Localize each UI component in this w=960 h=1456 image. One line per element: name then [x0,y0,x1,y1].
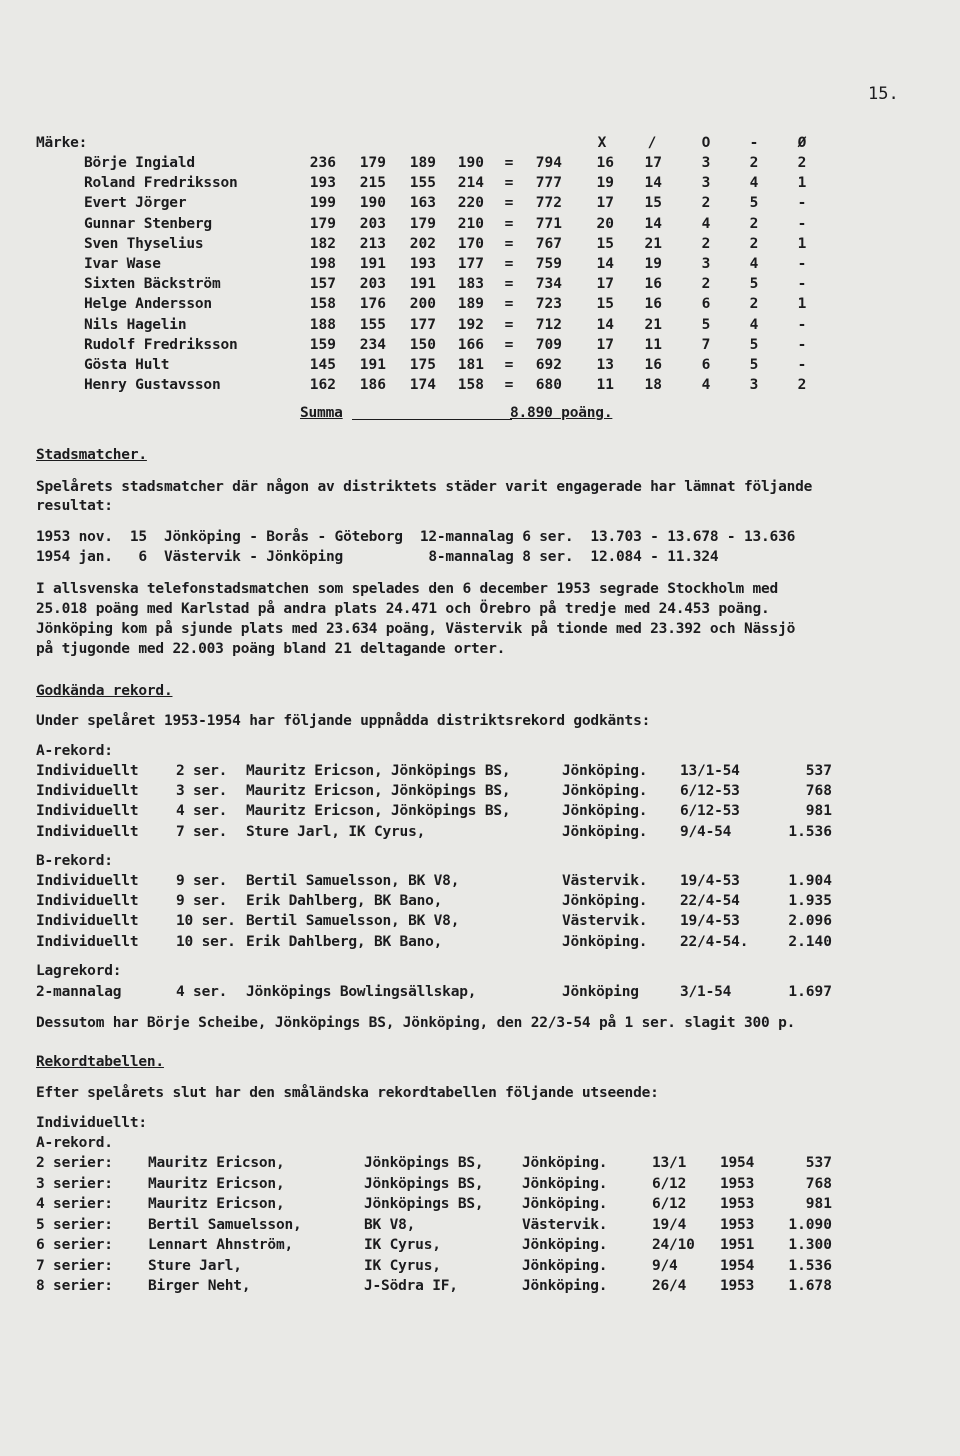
rt-score: 1.536 [788,1257,832,1274]
marker-strikes: 14 [596,256,614,272]
equals-sign: = [504,215,514,232]
rt-name: Mauritz Ericson, [148,1196,285,1212]
marker-score: 191 [359,256,386,272]
marker-score: 214 [457,175,484,192]
marker-dash: 5 [749,195,759,212]
marker-score: 190 [359,195,386,212]
marker-spares: 21 [644,316,662,333]
marker-dash: 3 [749,377,759,394]
marker-spares: 15 [644,195,662,212]
marker-o: 7 [701,336,711,353]
record-series: 2 ser. [176,763,228,779]
rt-city: Jönköping. [522,1196,608,1212]
marker-o: 2 [701,235,711,252]
rt-series: 2 serier: [36,1155,113,1171]
marker-phi: 1 [797,235,807,252]
lagrekord-heading: Lagrekord: [36,963,122,979]
record-score: 2.140 [788,933,832,950]
marker-score: 213 [359,235,386,252]
rt-city: Jönköping. [522,1257,608,1274]
record-type: Individuellt [36,823,139,840]
b-rekord-heading: B-rekord: [36,853,113,869]
marker-score: 158 [309,296,336,313]
marker-score: 189 [457,296,484,313]
markers-heading: Märke: [36,135,88,151]
marker-strikes: 13 [596,357,614,373]
marker-score: 174 [409,377,436,394]
marker-phi: 1 [797,175,807,192]
marker-name: Gunnar Stenberg [84,215,212,232]
marker-total: 712 [535,316,562,333]
record-score: 1.935 [788,893,832,910]
marker-score: 179 [409,215,436,232]
marker-o: 5 [701,316,711,333]
marker-score: 182 [309,235,336,252]
record-city: Västervik. [562,873,648,889]
rt-score: 981 [805,1196,832,1212]
record-date: 9/4-54 [680,823,732,840]
marker-spares: 21 [644,235,662,252]
marker-score: 191 [409,276,436,293]
marker-score: 166 [457,336,484,353]
rt-name: Lennart Ahnström, [148,1237,294,1253]
marker-name: Ivar Wase [84,256,161,272]
rt-series: 3 serier: [36,1175,113,1192]
rt-score: 1.090 [788,1216,832,1233]
record-city: Västervik. [562,913,648,930]
equals-sign: = [504,235,514,252]
marker-score: 170 [457,235,484,252]
marker-total: 771 [535,215,562,232]
equals-sign: = [504,175,514,192]
record-score: 2.096 [788,913,832,930]
rt-city: Västervik. [522,1216,608,1233]
godkanda-heading: Godkända rekord. [36,683,173,699]
marker-strikes: 17 [596,195,614,212]
record-holder: Erik Dahlberg, BK Bano, [246,933,443,950]
rekordtabellen-sub-2: A-rekord. [36,1135,113,1151]
equals-sign: = [504,316,514,333]
marker-score: 210 [457,215,484,232]
record-holder: Mauritz Ericson, Jönköpings BS, [246,803,511,820]
marker-name: Henry Gustavsson [84,377,221,394]
rt-score: 1.678 [788,1278,832,1294]
marker-dash: 2 [749,296,759,313]
record-series: 10 ser. [176,913,236,930]
marker-score: 236 [309,155,336,171]
marker-score: 190 [457,155,484,171]
marker-score: 150 [409,336,436,353]
marker-total: 767 [535,235,562,252]
marker-total: 777 [535,175,562,192]
rt-series: 5 serier: [36,1216,113,1233]
marker-o: 3 [701,175,711,192]
marker-score: 186 [359,377,386,394]
record-holder: Bertil Samuelsson, BK V8, [246,913,460,930]
marker-phi: - [797,276,807,293]
record-city: Jönköping [562,984,639,1000]
marker-score: 188 [309,316,336,333]
marker-spares: 19 [644,256,662,272]
rt-year: 1954 [720,1257,755,1274]
marker-score: 198 [309,256,336,272]
marker-score: 234 [359,336,386,353]
marker-o: 4 [701,377,711,394]
marker-score: 192 [457,316,484,333]
rt-club: BK V8, [364,1216,416,1233]
stadsmatcher-heading: Stadsmatcher. [36,447,147,463]
marker-phi: - [797,357,807,373]
equals-sign: = [504,155,514,171]
col-header-phi: Ø [797,135,807,151]
marker-phi: - [797,256,807,272]
equals-sign: = [504,276,514,293]
record-series: 9 ser. [176,873,228,889]
marker-score: 189 [409,155,436,171]
record-date: 19/4-53 [680,873,740,889]
record-city: Jönköping. [562,783,648,800]
record-holder: Sture Jarl, IK Cyrus, [246,823,426,840]
marker-spares: 18 [644,377,662,394]
rt-year: 1951 [720,1237,755,1253]
stadsmatcher-intro-1: Spelårets stadsmatcher där någon av distriktets städer varit engagerade har lämnat följande [36,479,813,495]
marker-score: 181 [457,357,484,373]
marker-name: Roland Fredriksson [84,175,238,192]
record-type: Individuellt [36,933,139,950]
marker-dash: 5 [749,357,759,373]
rt-year: 1953 [720,1196,755,1212]
record-score: 1.904 [788,873,832,889]
marker-name: Gösta Hult [84,357,170,373]
marker-total: 680 [535,377,562,394]
record-date: 13/1-54 [680,763,740,779]
marker-o: 3 [701,256,711,272]
record-series: 10 ser. [176,933,236,950]
record-score: 537 [805,763,832,779]
record-series: 4 ser. [176,803,228,820]
rt-year: 1953 [720,1175,755,1192]
rt-club: J-Södra IF, [364,1278,458,1294]
record-holder: Bertil Samuelsson, BK V8, [246,873,460,889]
marker-strikes: 11 [596,377,614,394]
marker-strikes: 19 [596,175,614,192]
marker-o: 2 [701,195,711,212]
marker-strikes: 17 [596,336,614,353]
dessutom-text: Dessutom har Börje Scheibe, Jönköpings BS, Jönköping, den 22/3-54 på 1 ser. slagit 300 p. [36,1015,796,1031]
marker-o: 6 [701,296,711,313]
marker-spares: 14 [644,175,662,192]
rt-club: IK Cyrus, [364,1237,441,1253]
marker-strikes: 15 [596,235,614,252]
col-header-slash: / [647,135,657,151]
col-header-dash: - [749,135,759,151]
marker-strikes: 14 [596,316,614,333]
marker-name: Sixten Bäckström [84,276,221,293]
page-number: 15. [868,84,899,104]
marker-score: 203 [359,215,386,232]
marker-score: 162 [309,377,336,394]
marker-strikes: 17 [596,276,614,293]
marker-total: 759 [535,256,562,272]
marker-dash: 5 [749,276,759,293]
record-city: Jönköping. [562,933,648,950]
record-series: 4 ser. [176,984,228,1000]
record-date: 3/1-54 [680,984,732,1000]
marker-total: 709 [535,336,562,353]
marker-spares: 17 [644,155,662,171]
equals-sign: = [504,377,514,394]
rt-club: Jönköpings BS, [364,1175,484,1192]
record-series: 9 ser. [176,893,228,910]
stadsmatch-line-2: 1954 jan. 6 Västervik - Jönköping 8-mannalag 8 ser. 12.084 - 11.324 [36,549,719,565]
marker-phi: 2 [797,155,807,171]
record-score: 768 [805,783,832,800]
marker-dash: 4 [749,175,759,192]
rt-date: 9/4 [652,1257,678,1274]
marker-score: 193 [409,256,436,272]
marker-name: Helge Andersson [84,296,212,313]
rt-name: Mauritz Ericson, [148,1155,285,1171]
stadsmatch-para-2: 25.018 poäng med Karlstad på andra plats 24.471 och Örebro på tredje med 24.453 poäng. [36,601,770,617]
rt-series: 8 serier: [36,1278,113,1294]
record-type: Individuellt [36,873,139,889]
marker-spares: 14 [644,215,662,232]
rt-date: 26/4 [652,1278,687,1294]
marker-name: Börje Ingiald [84,155,195,171]
rt-year: 1953 [720,1216,755,1233]
marker-score: 157 [309,276,336,293]
marker-strikes: 16 [596,155,614,171]
record-score: 1.536 [788,823,832,840]
marker-score: 179 [309,215,336,232]
stadsmatcher-intro-2: resultat: [36,498,113,514]
marker-score: 202 [409,235,436,252]
marker-o: 6 [701,357,711,373]
marker-strikes: 15 [596,296,614,313]
marker-score: 191 [359,357,386,373]
rt-date: 6/12 [652,1175,687,1192]
record-type: Individuellt [36,893,139,910]
rt-year: 1953 [720,1278,755,1294]
record-city: Jönköping. [562,803,648,820]
marker-total: 692 [535,357,562,373]
record-type: Individuellt [36,763,139,779]
marker-dash: 2 [749,215,759,232]
record-series: 7 ser. [176,823,228,840]
rekordtabellen-intro: Efter spelårets slut har den småländska rekordtabellen följande utseende: [36,1085,659,1101]
marker-score: 215 [359,175,386,192]
rt-name: Mauritz Ericson, [148,1175,285,1192]
rt-series: 6 serier: [36,1237,113,1253]
marker-score: 199 [309,195,336,212]
rt-date: 13/1 [652,1155,687,1171]
marker-phi: - [797,316,807,333]
marker-score: 177 [409,316,436,333]
rt-city: Jönköping. [522,1155,608,1171]
marker-score: 220 [457,195,484,212]
marker-score: 163 [409,195,436,212]
marker-spares: 16 [644,276,662,293]
rt-name: Bertil Samuelsson, [148,1216,302,1233]
marker-total: 734 [535,276,562,293]
marker-score: 193 [309,175,336,192]
marker-strikes: 20 [596,215,614,232]
record-city: Jönköping. [562,823,648,840]
rt-year: 1954 [720,1155,755,1171]
marker-score: 158 [457,377,484,394]
marker-spares: 16 [644,296,662,313]
rt-club: Jönköpings BS, [364,1196,484,1212]
rt-club: IK Cyrus, [364,1257,441,1274]
record-date: 6/12-53 [680,783,740,800]
record-score: 981 [805,803,832,820]
stadsmatch-para-4: på tjugonde med 22.003 poäng bland 21 deltagande orter. [36,641,506,657]
marker-score: 183 [457,276,484,293]
marker-score: 155 [359,316,386,333]
record-date: 22/4-54. [680,933,749,950]
record-type: Individuellt [36,783,139,800]
marker-dash: 4 [749,316,759,333]
rt-date: 24/10 [652,1237,695,1253]
equals-sign: = [504,357,514,373]
rt-city: Jönköping. [522,1237,608,1253]
marker-score: 145 [309,357,336,373]
rt-club: Jönköpings BS, [364,1155,484,1171]
record-type: Individuellt [36,803,139,820]
rt-score: 537 [805,1155,832,1171]
equals-sign: = [504,296,514,313]
col-header-x: X [597,135,607,151]
marker-o: 2 [701,276,711,293]
marker-o: 4 [701,215,711,232]
marker-score: 179 [359,155,386,171]
summa-label: Summa [300,405,343,421]
record-series: 3 ser. [176,783,228,800]
rt-city: Jönköping. [522,1175,608,1192]
rt-score: 1.300 [788,1237,832,1253]
marker-phi: 1 [797,296,807,313]
stadsmatch-line-1: 1953 nov. 15 Jönköping - Borås - Göteborg 12-mannalag 6 ser. 13.703 - 13.678 - 13.636 [36,529,796,545]
record-date: 22/4-54 [680,893,740,910]
rt-name: Sture Jarl, [148,1257,242,1274]
record-city: Jönköping. [562,893,648,910]
godkanda-intro: Under spelåret 1953-1954 har följande uppnådda distriktsrekord godkänts: [36,713,651,729]
marker-o: 3 [701,155,711,171]
marker-phi: - [797,195,807,212]
marker-score: 159 [309,336,336,353]
record-date: 6/12-53 [680,803,740,820]
stadsmatch-para-1: I allsvenska telefonstadsmatchen som spelades den 6 december 1953 segrade Stockholm med [36,581,779,597]
record-type: 2-mannalag [36,984,122,1000]
a-rekord-heading: A-rekord: [36,743,113,759]
record-type: Individuellt [36,913,139,930]
marker-dash: 2 [749,155,759,171]
marker-phi: 2 [797,377,807,394]
equals-sign: = [504,336,514,353]
marker-score: 155 [409,175,436,192]
stadsmatch-para-3: Jönköping kom på sjunde plats med 23.634 poäng, Västervik på tionde med 23.392 och Nässjö [36,621,796,637]
summa-value: 8.890 poäng. [510,405,613,421]
record-holder: Mauritz Ericson, Jönköpings BS, [246,763,511,779]
record-holder: Mauritz Ericson, Jönköpings BS, [246,783,511,800]
record-date: 19/4-53 [680,913,740,930]
marker-name: Nils Hagelin [84,316,187,333]
marker-spares: 11 [644,336,662,353]
marker-score: 176 [359,296,386,313]
equals-sign: = [504,195,514,212]
rt-city: Jönköping. [522,1278,608,1294]
rt-score: 768 [805,1175,832,1192]
marker-spares: 16 [644,357,662,373]
marker-name: Evert Jörger [84,195,187,212]
marker-name: Rudolf Fredriksson [84,336,238,353]
rekordtabellen-heading: Rekordtabellen. [36,1054,164,1070]
marker-score: 177 [457,256,484,272]
rt-series: 4 serier: [36,1196,113,1212]
marker-phi: - [797,215,807,232]
record-city: Jönköping. [562,763,648,779]
rekordtabellen-sub-1: Individuellt: [36,1115,147,1131]
marker-score: 175 [409,357,436,373]
marker-total: 723 [535,296,562,313]
rt-date: 6/12 [652,1196,687,1212]
marker-dash: 4 [749,256,759,272]
record-holder: Erik Dahlberg, BK Bano, [246,893,443,910]
marker-dash: 2 [749,235,759,252]
marker-score: 200 [409,296,436,313]
rt-name: Birger Neht, [148,1278,251,1294]
rt-series: 7 serier: [36,1257,113,1274]
equals-sign: = [504,256,514,272]
marker-total: 772 [535,195,562,212]
rt-date: 19/4 [652,1216,687,1233]
record-holder: Jönköpings Bowlingsällskap, [246,984,477,1000]
marker-score: 203 [359,276,386,293]
marker-name: Sven Thyselius [84,235,204,252]
marker-dash: 5 [749,336,759,353]
summa-rule [352,419,512,420]
marker-phi: - [797,336,807,353]
record-score: 1.697 [788,984,832,1000]
marker-total: 794 [535,155,562,171]
col-header-o: O [701,135,711,151]
